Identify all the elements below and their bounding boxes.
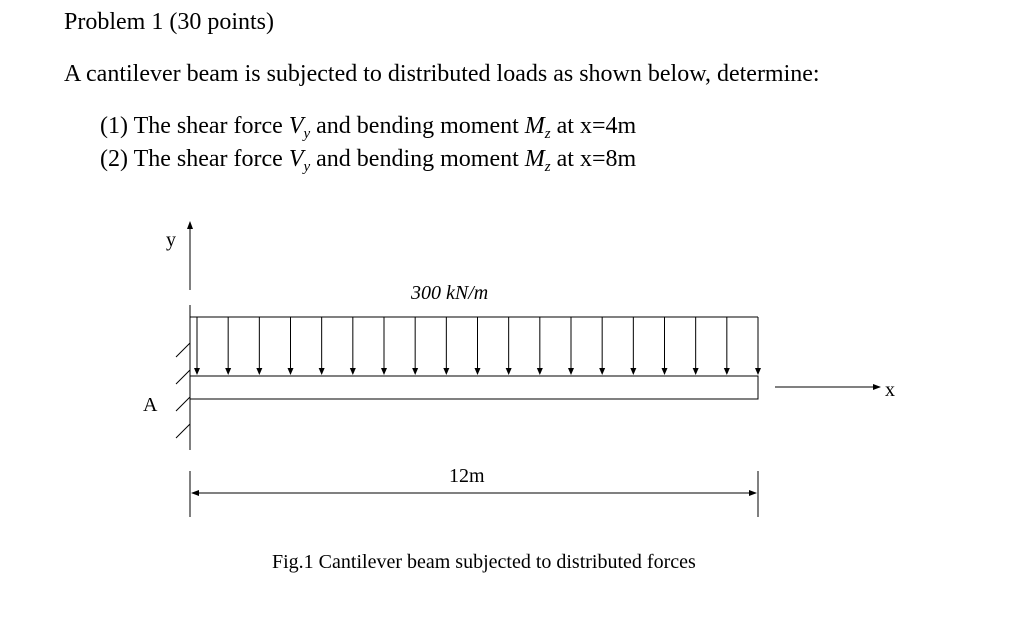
problem-intro: A cantilever beam is subjected to distributed loads as shown below, determine: bbox=[64, 61, 820, 87]
question-location: at x=4m bbox=[556, 113, 637, 139]
moment-symbol: M bbox=[524, 113, 545, 139]
load-arrow-head bbox=[256, 368, 262, 375]
y-axis-label: y bbox=[166, 229, 176, 251]
load-arrow-head bbox=[381, 368, 387, 375]
question-text: and bending moment bbox=[316, 113, 519, 139]
load-label: 300 kN/m bbox=[411, 282, 489, 304]
x-axis-label: x bbox=[885, 379, 895, 401]
load-arrow-head bbox=[724, 368, 730, 375]
load-arrow-head bbox=[599, 368, 605, 375]
question-text: The shear force bbox=[133, 146, 283, 172]
support-label: A bbox=[143, 394, 158, 416]
length-label: 12m bbox=[449, 465, 485, 487]
load-arrow-head bbox=[194, 368, 200, 375]
question-text: The shear force bbox=[133, 113, 283, 139]
moment-subscript: z bbox=[544, 159, 551, 175]
load-arrow-head bbox=[225, 368, 231, 375]
problem-title: Problem 1 (30 points) bbox=[64, 9, 274, 35]
distributed-load-arrows bbox=[194, 317, 761, 375]
beam bbox=[190, 376, 758, 399]
load-arrow-head bbox=[568, 368, 574, 375]
moment-subscript: z bbox=[544, 126, 551, 142]
support-hatching bbox=[176, 343, 190, 438]
shear-subscript: y bbox=[303, 159, 311, 175]
load-arrow-head bbox=[537, 368, 543, 375]
moment-symbol: M bbox=[524, 146, 545, 172]
load-arrow-head bbox=[693, 368, 699, 375]
load-arrow-head bbox=[288, 368, 294, 375]
load-arrow-head bbox=[662, 368, 668, 375]
load-arrow-head bbox=[506, 368, 512, 375]
shear-symbol: V bbox=[288, 113, 304, 139]
load-arrow-head bbox=[319, 368, 325, 375]
shear-subscript: y bbox=[303, 126, 311, 142]
load-arrow-head bbox=[755, 368, 761, 375]
distributed-load-outline bbox=[190, 317, 758, 374]
question-text: and bending moment bbox=[316, 146, 519, 172]
shear-symbol: V bbox=[288, 146, 304, 172]
load-arrow-head bbox=[630, 368, 636, 375]
load-arrow-head bbox=[443, 368, 449, 375]
question-location: at x=8m bbox=[556, 146, 637, 172]
question-number: (1) bbox=[100, 113, 128, 139]
load-arrow-head bbox=[412, 368, 418, 375]
question-number: (2) bbox=[100, 146, 128, 172]
load-arrow-head bbox=[350, 368, 356, 375]
figure-caption: Fig.1 Cantilever beam subjected to distributed forces bbox=[272, 551, 696, 573]
load-arrow-head bbox=[475, 368, 481, 375]
